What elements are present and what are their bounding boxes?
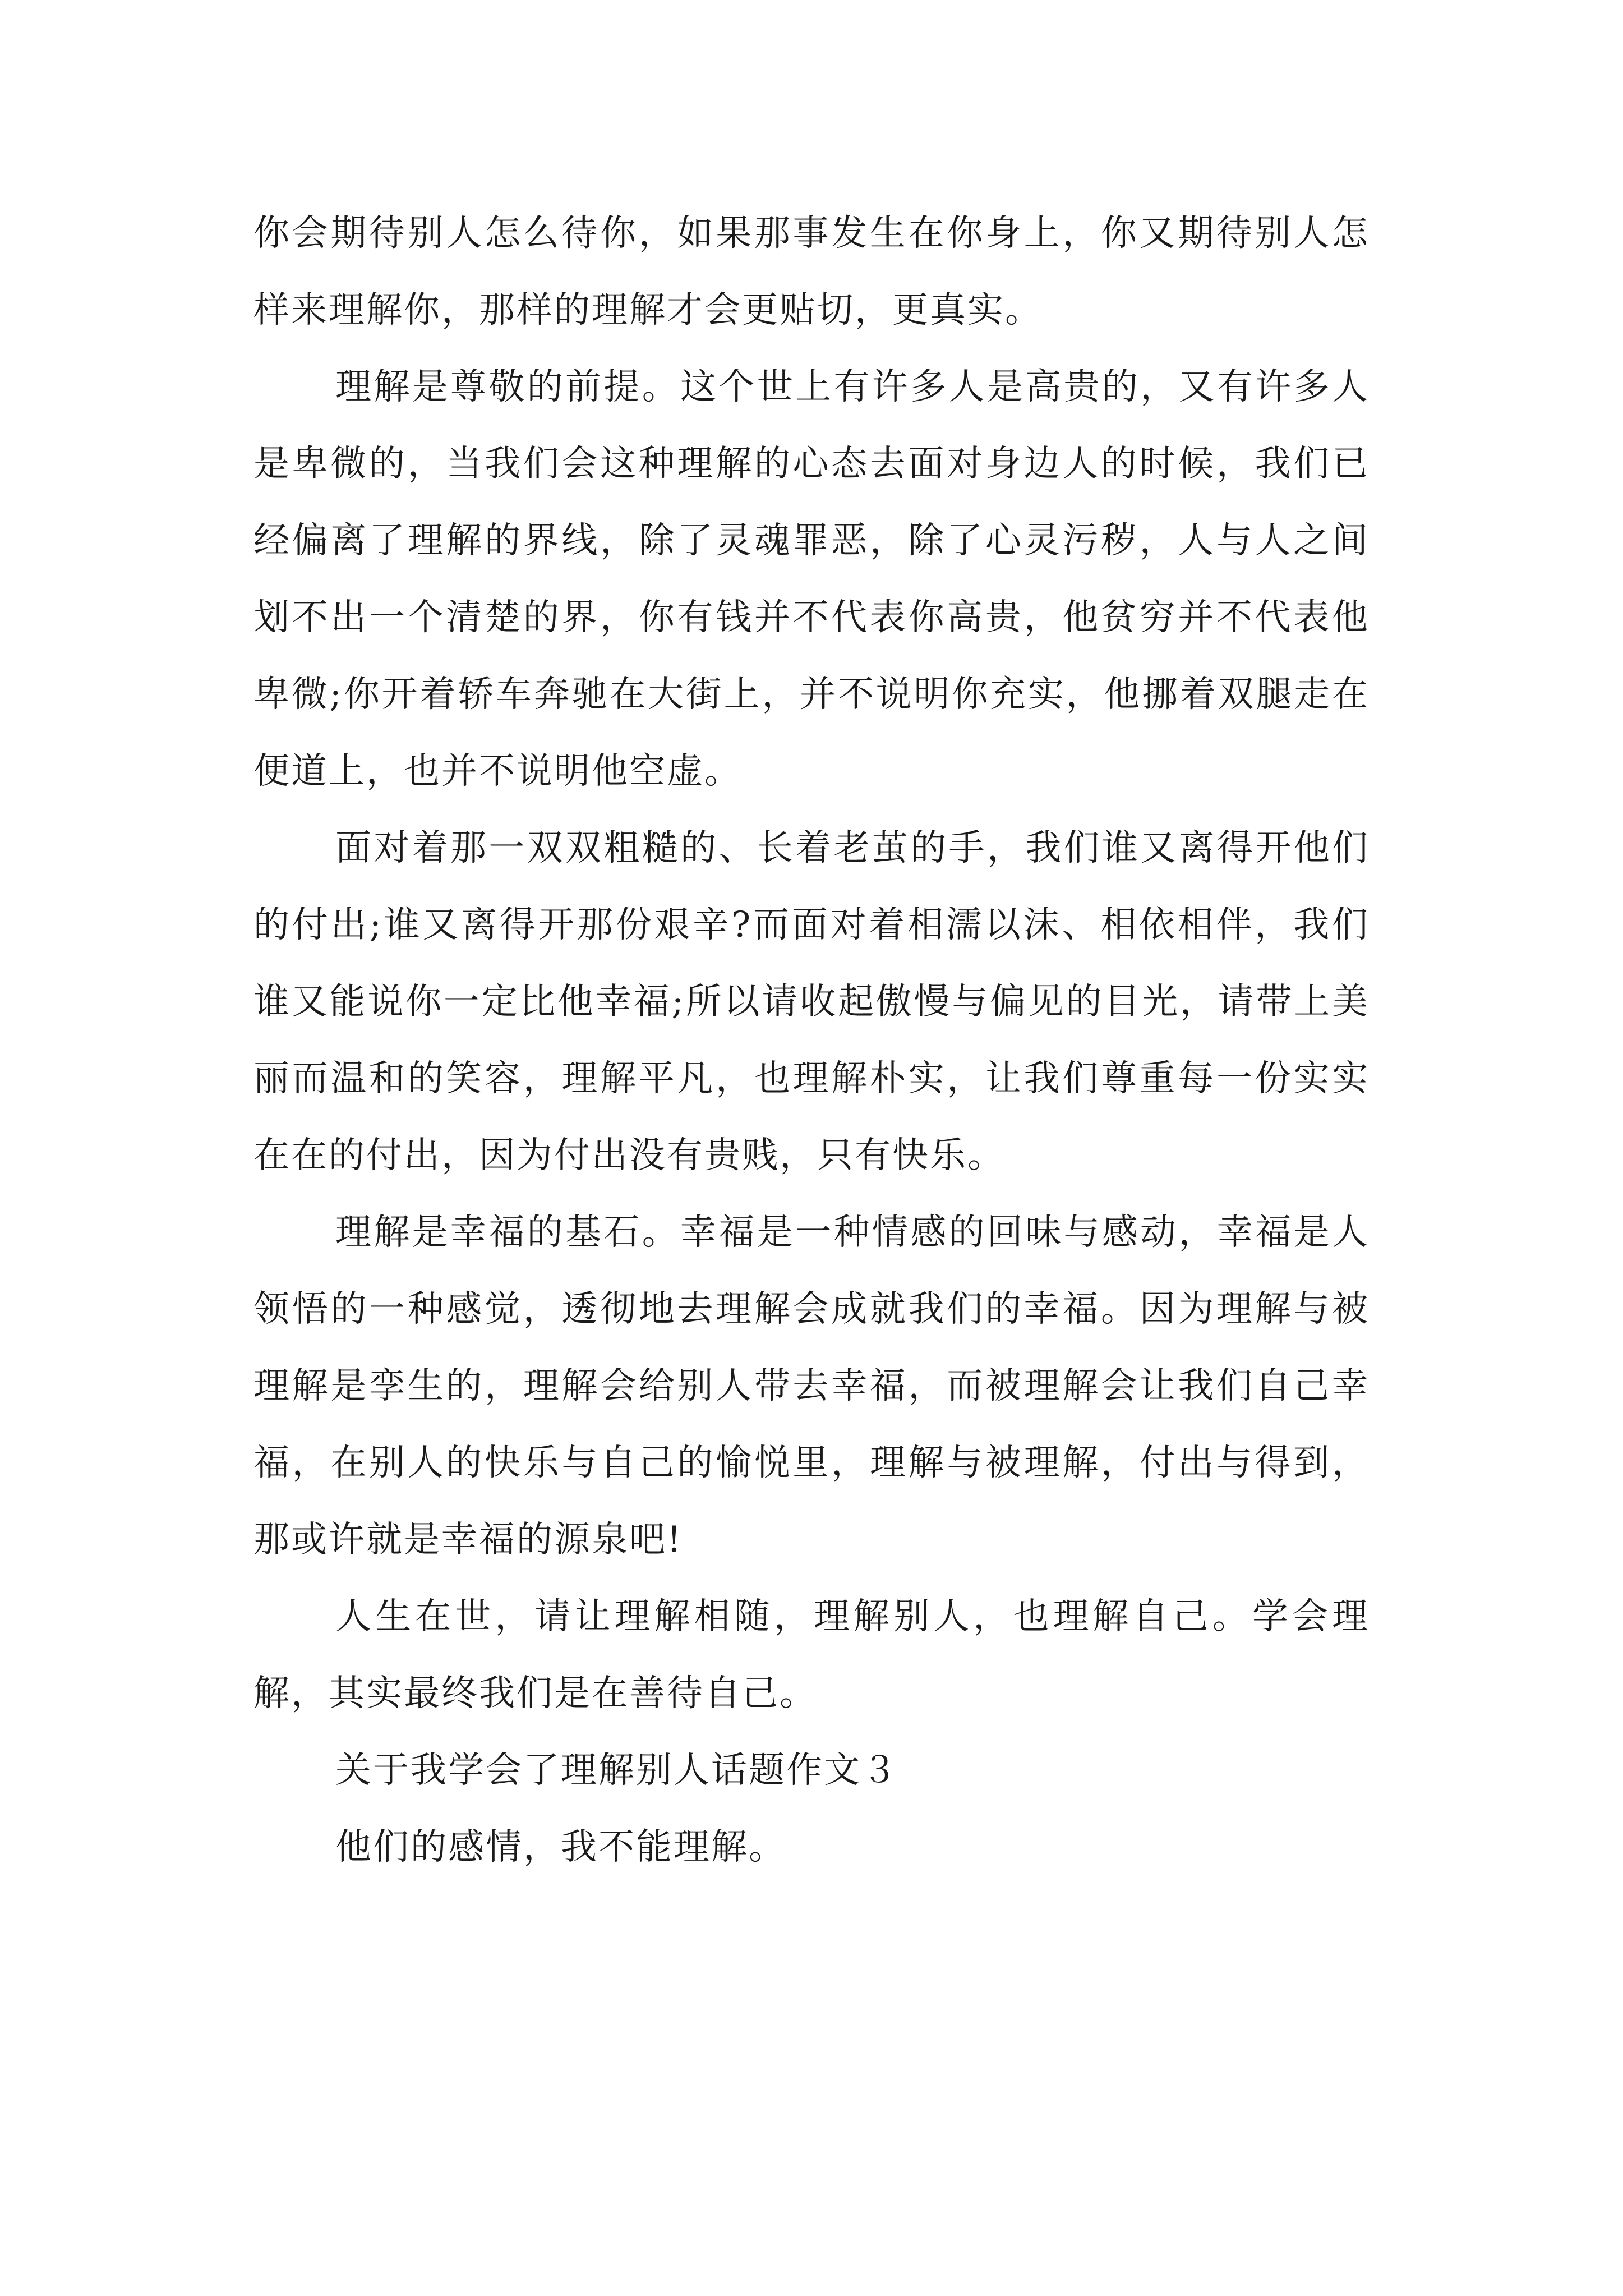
paragraph-2: 理解是尊敬的前提。这个世上有许多人是高贵的，又有许多人是卑微的，当我们会这种理解的心态去面对身边人的时候，我们已经偏离了理解的界线，除了灵魂罪恶，除了心灵污秽，人与人之间划不出一个清楚的界，你有钱并不代表你高贵，他贫穷并不代表他卑微;你开着轿车奔驰在大街上，并不说明你充实，他挪着双腿走在便道上，也并不说明他空虚。 (253, 366, 1370, 792)
document-body (253, 195, 1370, 1886)
paragraph-1: 你会期待别人怎么待你，如果那事发生在你身上，你又期待别人怎样来理解你，那样的理解才会更贴切，更真实。 (253, 213, 1370, 331)
closing-line: 他们的感情，我不能理解。 (335, 1826, 786, 1868)
paragraph-5: 人生在世，请让理解相随，理解别人，也理解自己。学会理解，其实最终我们是在善待自己。 (253, 1596, 1370, 1714)
paragraph-3: 面对着那一双双粗糙的、长着老茧的手，我们谁又离得开他们的付出;谁又离得开那份艰辛?而面对着相濡以沫、相依相伴，我们谁又能说你一定比他幸福;所以请收起傲慢与偏见的目光，请带上美丽而温和的笑容，理解平凡，也理解朴实，让我们尊重每一份实实在在的付出，因为付出没有贵贱，只有快乐。 (253, 827, 1370, 1176)
paragraph-4: 理解是幸福的基石。幸福是一种情感的回味与感动，幸福是人领悟的一种感觉，透彻地去理解会成就我们的幸福。因为理解与被理解是孪生的，理解会给别人带去幸福，而被理解会让我们自己幸福，在别人的快乐与自己的愉悦里，理解与被理解，付出与得到，那或许就是幸福的源泉吧! (253, 1212, 1370, 1561)
section-heading: 关于我学会了理解别人话题作文３ (335, 1750, 899, 1791)
